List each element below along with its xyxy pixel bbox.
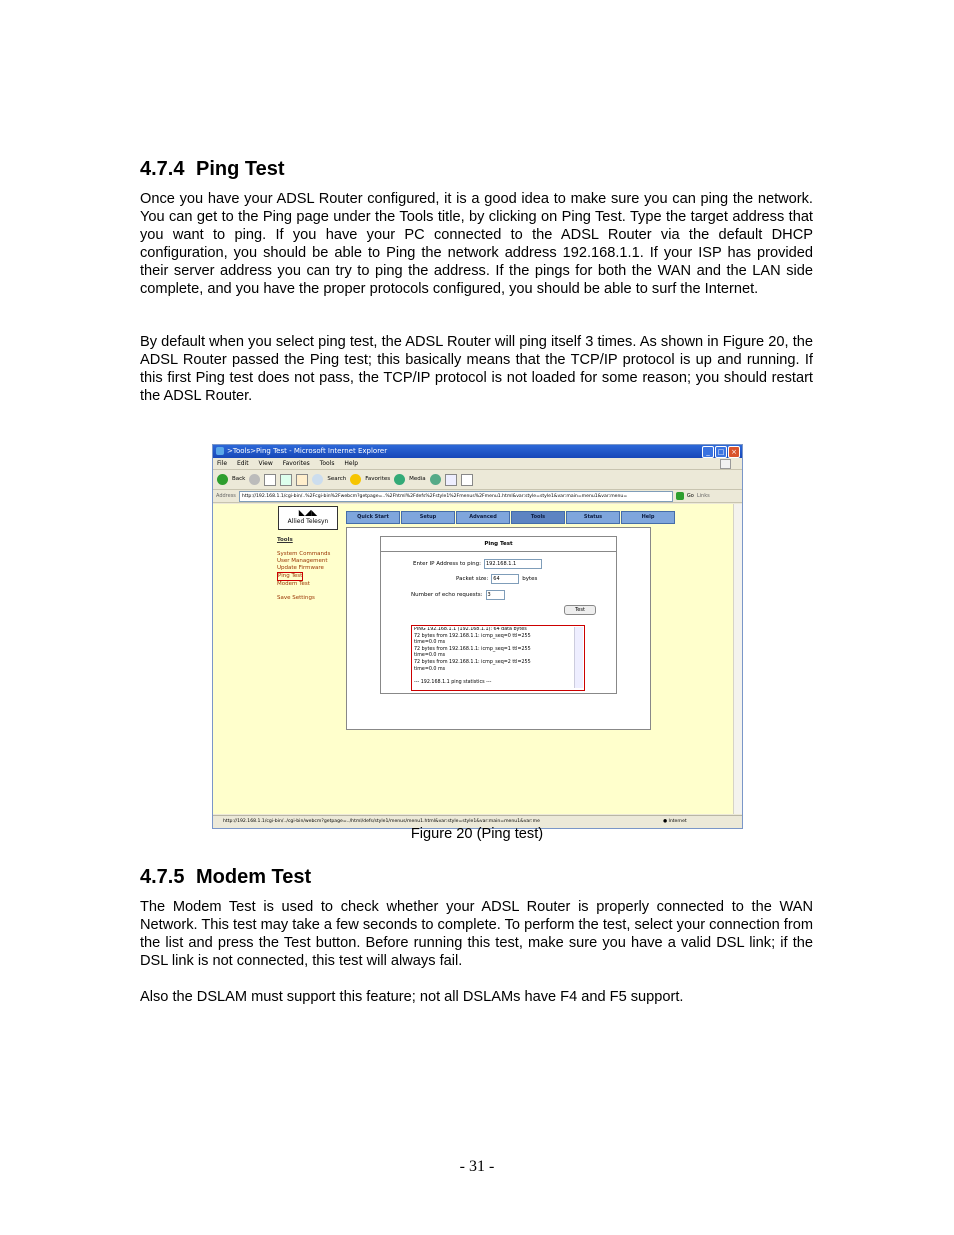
- output-line: PING 192.168.1.1 (192.168.1.1): 64 data bytes: [414, 627, 527, 632]
- windows-flag-icon: [720, 459, 731, 469]
- output-line: [414, 673, 572, 680]
- echo-count-input[interactable]: 3: [486, 590, 505, 600]
- mail-icon[interactable]: [445, 474, 457, 486]
- packet-size-input[interactable]: 64: [491, 574, 519, 584]
- back-label[interactable]: Back: [232, 476, 246, 482]
- search-label[interactable]: Search: [327, 476, 347, 482]
- logo-text: Allied Telesyn: [287, 518, 329, 525]
- window-title: >Tools>Ping Test - Microsoft Internet Explorer: [227, 447, 388, 455]
- sidebar-item-system-commands[interactable]: System Commands: [277, 551, 331, 557]
- packet-size-label: Packet size:: [456, 576, 489, 582]
- sidebar-item-save-settings[interactable]: Save Settings: [277, 595, 315, 601]
- media-label[interactable]: Media: [409, 476, 426, 482]
- paragraph: Also the DSLAM must support this feature; not all DSLAMs have F4 and F5 support.: [140, 989, 684, 1005]
- output-line: 72 bytes from 192.168.1.1: icmp_seq=2 ttl=255: [414, 659, 531, 665]
- paragraph: By default when you select ping test, the ADSL Router will ping itself 3 times. As shown in Figure 20, the ADSL Router passed the Ping test; this basically means that the TCP/IP protocol is up and running. If this first Ping test does not pass, the TCP/IP protocol is not loaded for some reason; you should restart the ADSL Router.: [140, 334, 813, 404]
- address-label: Address: [216, 493, 236, 499]
- browser-toolbar: [213, 470, 742, 490]
- ip-label: Enter IP Address to ping:: [413, 561, 481, 567]
- output-line: time=0.0 ms: [414, 640, 446, 646]
- output-line: 72 bytes from 192.168.1.1: icmp_seq=1 ttl=255: [414, 646, 531, 652]
- menu-view[interactable]: View: [258, 460, 273, 467]
- tools-sidebar: [277, 537, 330, 602]
- ping-output-box: [411, 625, 585, 691]
- menu-bar: [213, 458, 742, 470]
- tab-setup[interactable]: Setup: [401, 511, 455, 524]
- stop-icon[interactable]: [264, 474, 276, 486]
- menu-help[interactable]: Help: [344, 460, 359, 467]
- output-line: time=0.0 ms: [414, 666, 446, 672]
- tab-help[interactable]: Help: [621, 511, 675, 524]
- router-nav-tabs: [346, 511, 675, 524]
- ping-output-text: [414, 627, 572, 686]
- internet-zone: ● Internet: [663, 819, 687, 824]
- minimize-icon[interactable]: _: [702, 446, 714, 458]
- go-icon[interactable]: [676, 492, 684, 500]
- test-button[interactable]: Test: [564, 605, 596, 615]
- menu-file[interactable]: File: [217, 460, 228, 467]
- router-web-page: [213, 504, 733, 814]
- output-line: --- 192.168.1.1 ping statistics ---: [414, 679, 492, 685]
- sidebar-item-ping-test[interactable]: Ping Test: [278, 573, 303, 579]
- search-icon[interactable]: [312, 474, 323, 485]
- refresh-icon[interactable]: [280, 474, 292, 486]
- zone-label: Internet: [668, 819, 687, 824]
- favorites-icon[interactable]: [350, 474, 361, 485]
- tab-status[interactable]: Status: [566, 511, 620, 524]
- page-number: - 31 -: [459, 1158, 495, 1175]
- ip-address-input[interactable]: 192.168.1.1: [484, 559, 542, 569]
- tab-quick-start[interactable]: Quick Start: [346, 511, 400, 524]
- output-line: 72 bytes from 192.168.1.1: icmp_seq=0 ttl=255: [414, 633, 531, 639]
- sidebar-title: Tools: [277, 537, 293, 543]
- favorites-label[interactable]: Favorites: [365, 476, 391, 482]
- echo-count-label: Number of echo requests:: [411, 592, 483, 598]
- close-icon[interactable]: ×: [728, 446, 740, 458]
- ping-test-panel: [380, 536, 617, 694]
- allied-telesyn-logo: [278, 506, 338, 530]
- tab-tools[interactable]: Tools: [511, 511, 565, 524]
- packet-size-unit: bytes: [522, 576, 538, 582]
- paragraph: Once you have your ADSL Router configured, it is a good idea to make sure you can ping the network. You can get to the Ping page under the Tools title, by clicking on Ping Test. Type the target address that you want to ping. If you have your PC connected to the ADSL Router via the default DHCP configuration, you should be able to Ping the network address 192.168.1.1. If your ISP has provided their server address you can try to ping the address. If the pings for both the WAN and the LAN side complete, and you have the proper protocols configured, you should be able to surf the Internet.: [140, 191, 813, 297]
- figure-caption: Figure 20 (Ping test): [410, 826, 544, 842]
- menu-tools[interactable]: Tools: [319, 460, 335, 467]
- history-icon[interactable]: [430, 474, 441, 485]
- sidebar-item-modem-test[interactable]: Modem Test: [277, 581, 310, 587]
- print-icon[interactable]: [461, 474, 473, 486]
- menu-edit[interactable]: Edit: [236, 460, 249, 467]
- paragraph: The Modem Test is used to check whether your ADSL Router is properly connected to the WAN Network. This test may take a few seconds to complete. To perform the test, select your connection from the list and press the Test button. Before running this test, make sure you have a valid DSL link; if the DSL link is not connected, this test will always fail.: [140, 899, 813, 969]
- output-scrollbar[interactable]: [574, 627, 583, 688]
- window-titlebar: [213, 445, 742, 458]
- back-icon[interactable]: [217, 474, 228, 485]
- address-input[interactable]: http://192.168.1.1/cgi-bin/..%2Fcgi-bin%2Fwebcm?getpage=..%2Fhtml%2Fdefs%2Fstyle1%2Fmenus%2Fmenu1.html&var:style=style1&var:main=menu1&var:menu=: [239, 491, 673, 502]
- address-bar: [213, 490, 742, 503]
- ping-panel-title: Ping Test: [381, 537, 616, 552]
- menu-favorites[interactable]: Favorites: [282, 460, 310, 467]
- ie-icon: [216, 447, 224, 455]
- home-icon[interactable]: [296, 474, 308, 486]
- section-heading-ping-test: 4.7.4 Ping Test: [140, 158, 285, 180]
- ping-test-screenshot: [212, 444, 743, 829]
- page-scrollbar[interactable]: [733, 504, 742, 814]
- output-line: time=0.0 ms: [414, 653, 446, 659]
- media-icon[interactable]: [394, 474, 405, 485]
- logo-mark: ◣◢◣: [298, 508, 318, 517]
- forward-icon[interactable]: [249, 474, 260, 485]
- tab-advanced[interactable]: Advanced: [456, 511, 510, 524]
- status-url: http://192.168.1.1/cgi-bin/../cgi-bin/webcm?getpage=../html/defs/style1/menus/menu1.html&var:style=style1&var:main=menu1&var:me: [223, 819, 540, 824]
- section-heading-modem-test: 4.7.5 Modem Test: [140, 866, 312, 888]
- go-label[interactable]: Go: [686, 493, 694, 499]
- sidebar-item-update-firmware[interactable]: Update Firmware: [277, 565, 324, 571]
- links-label[interactable]: Links: [696, 493, 710, 499]
- sidebar-item-user-management[interactable]: User Management: [277, 558, 328, 564]
- maximize-icon[interactable]: □: [715, 446, 727, 458]
